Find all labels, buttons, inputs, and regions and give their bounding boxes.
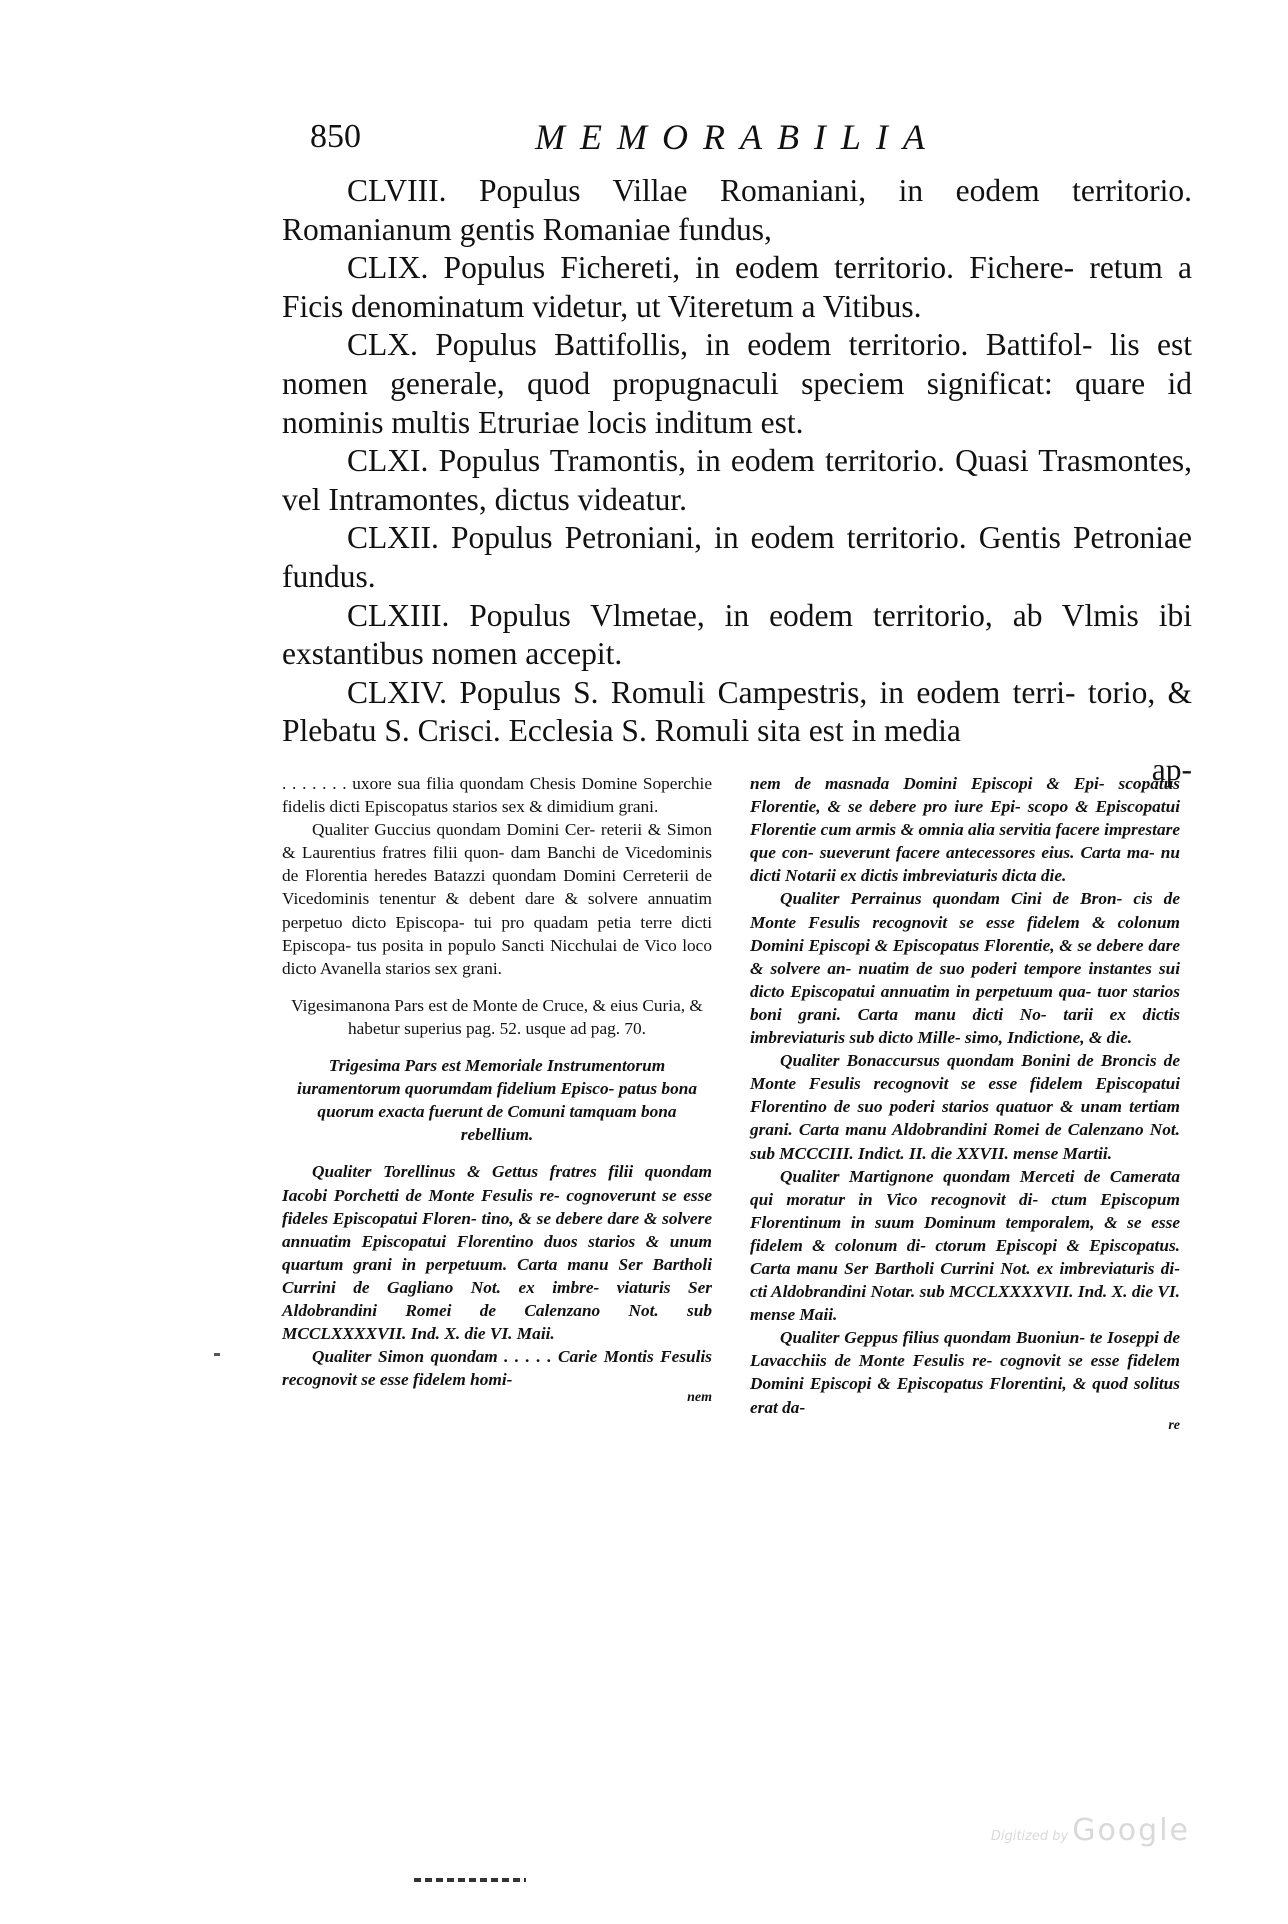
page-number: 850: [310, 118, 361, 155]
left-paragraph: . . . . . . . uxore sua filia quondam Chesis Domine Soperchie fidelis dicti Episcopatus starios sex & dimidium grani.: [282, 774, 712, 817]
right-paragraph: Qualiter Martignone quondam Merceti de Camerata qui moratur in Vico recognovit di- ctum Episcopum Florentinum in suum Dominum temporalem, & se esse fidelem & colonum di- ctorum Episcopi & Episcopatus. Carta manu Ser Bartholi Currini Not. ex imbreviaturis di- cti Aldobrandini Notar. sub MCCLXXXXVII. Ind. X. die VI. mense Maii.: [750, 1166, 1180, 1325]
section-heading: Trigesima Pars est Memoriale Instrumentorum iuramentorum quorumdam fidelium Episco- patus bona quorum exacta fuerunt de Comuni tamquam bona rebellium.: [297, 1056, 697, 1145]
right-paragraph: Qualiter Perrainus quondam Cini de Bron- cis de Monte Fesulis recognovit se esse fidelem & colonum Domini Episcopi & Episcopatus Florentie, & se debere dare & solvere an- nuatim de suo poderi tempore instantes sui dicto Episcopatui annuatim in perpetuum qua- tuor starios boni grani. Carta manu dicti No- tarii ex dictis imbreviaturis sub dicto Mille- simo, Indictione, & die.: [750, 889, 1180, 1048]
left-paragraph: Qualiter Simon quondam . . . . . Carie Montis Fesulis recognovit se esse fidelem homi-: [282, 1347, 712, 1390]
right-paragraph: Qualiter Bonaccursus quondam Bonini de Broncis de Monte Fesulis recognovit se esse fidelem Episcopatui Florentino de suo poderi starios quatuor & unam tertiam grani. Carta manu Aldobrandini Romei de Calenzano Not. sub MCCCIII. Indict. II. die XXVII. mense Martii.: [750, 1051, 1180, 1163]
footnote-columns: [282, 772, 1192, 1652]
right-paragraph: nem de masnada Domini Episcopi & Epi- scopatus Florentie, & se debere pro iure Epi- scopo & Episcopatui Florentie cum armis & omnia alia servitia facere imprestare que con- sueverunt facere antecessores eius. Carta ma- nu dicti Notarii ex dictis imbreviaturis dicta die.: [750, 774, 1180, 886]
digitized-watermark: [991, 1813, 1190, 1848]
right-column: [750, 772, 1180, 1433]
left-paragraph: Qualiter Guccius quondam Domini Cer- reterii & Simon & Laurentius fratres filii quon- dam Banchi de Vicedominis de Florentia heredes Batazzi quondam Domini Cerreterii de Vicedominis tenentur & debent dare & solvere annuatim perpetuo dicto Episcopa- tui pro quadam petia terre dicti Episcopa- tus posita in populo Sancti Nicchulai de Vico loco dicto Avanella starios sex grani.: [282, 820, 712, 978]
running-title: MEMORABILIA: [535, 117, 940, 157]
left-paragraph: Qualiter Torellinus & Gettus fratres filii quondam Iacobi Porchetti de Monte Fesulis re- cognoverunt se esse fideles Episcopatui Floren- tino, & se debere dare & solvere annuatim Episcopatui Florentino duos starios & unum quartum grani in perpetuum. Carta manu Ser Bartholi Currini de Gagliano Not. ex imbre- viaturis Ser Aldobrandini Romei de Calenzano Not. sub MCCLXXXXVII. Ind. X. die VI. Maii.: [282, 1162, 712, 1344]
right-catchword: re: [1168, 1417, 1180, 1433]
margin-mark: [214, 1353, 220, 1356]
entry-clxiii: CLXIII. Populus Vlmetae, in eodem territorio, ab Vlmis ibi exstantibus nomen accepit.: [282, 597, 1192, 672]
left-column: [282, 772, 712, 1405]
watermark-logo-text: Google: [1072, 1813, 1190, 1848]
watermark-small-text: Digitized by: [990, 1829, 1069, 1844]
upper-catchword: ap-: [1151, 751, 1192, 787]
entry-clviii: CLVIII. Populus Villae Romaniani, in eodem territorio. Romanianum gentis Romaniae fundus,: [282, 173, 1192, 247]
left-catchword: nem: [687, 1390, 712, 1406]
entry-clxii: CLXII. Populus Petroniani, in eodem territorio. Gentis Petroniae fundus.: [282, 520, 1192, 594]
upper-text-block: [282, 172, 1192, 790]
entry-clxiv: CLXIV. Populus S. Romuli Campestris, in eodem terri- torio, & Plebatu S. Crisci. Ecclesia S. Romuli sita est in media: [282, 674, 1192, 749]
running-head: [310, 118, 950, 168]
bottom-rule-mark: [414, 1878, 526, 1882]
entry-clix: CLIX. Populus Fichereti, in eodem territorio. Fichere- retum a Ficis denominatum videtur, ut Viteretum a Vitibus.: [282, 250, 1192, 324]
entry-clx: CLX. Populus Battifollis, in eodem territorio. Battifol- lis est nomen generale, quod propugnaculi speciem significat: quare id nominis multis Etruriae locis inditum est.: [282, 327, 1192, 440]
right-paragraph: Qualiter Geppus filius quondam Buoniun- te Ioseppi de Lavacchiis de Monte Fesulis re- cognovit se esse fidelem Domini Episcopi & Episcopatus Florentini, & quod solitus erat da-: [750, 1328, 1180, 1417]
section-note: Vigesimanona Pars est de Monte de Cruce, & eius Curia, & habetur superius pag. 52. usque ad pag. 70.: [291, 995, 703, 1038]
entry-clxi: CLXI. Populus Tramontis, in eodem territorio. Quasi Trasmontes, vel Intramontes, dictus videatur.: [282, 443, 1192, 517]
